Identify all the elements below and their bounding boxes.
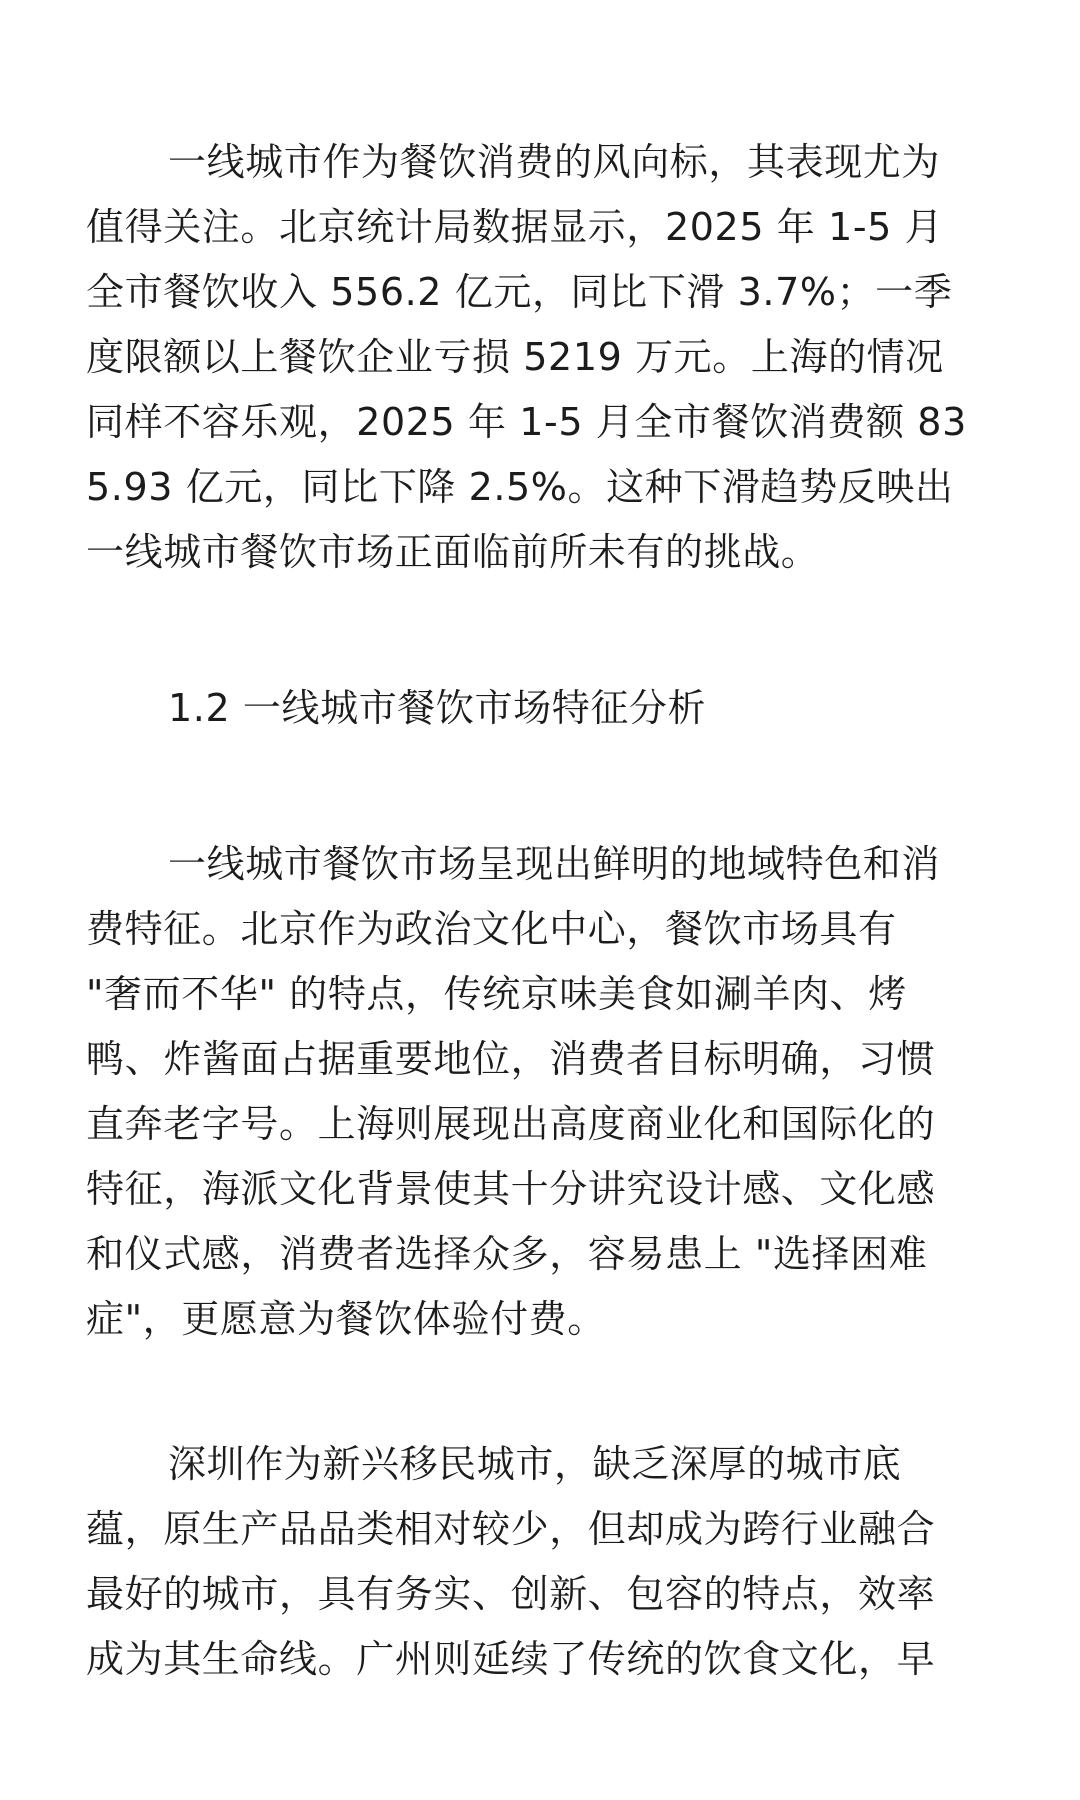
- paragraph-line: 同样不容乐观，2025 年 1-5 月全市餐饮消费额 83: [86, 400, 967, 444]
- paragraph-line: 一线城市餐饮市场呈现出鲜明的地域特色和消: [168, 842, 941, 886]
- paragraph-1: [86, 130, 998, 585]
- paragraph-line: 特征，海派文化背景使其十分讲究设计感、文化感: [86, 1167, 936, 1211]
- paragraph-line: 一线城市作为餐饮消费的风向标，其表现尤为: [168, 140, 941, 184]
- paragraph-line: 值得关注。北京统计局数据显示，2025 年 1-5 月: [86, 205, 944, 249]
- paragraph-line: 深圳作为新兴移民城市，缺乏深厚的城市底: [168, 1442, 902, 1486]
- paragraph-3: [86, 1432, 998, 1692]
- paragraph-line: 5.93 亿元，同比下降 2.5%。这种下滑趋势反映出: [86, 465, 954, 509]
- paragraph-line: 全市餐饮收入 556.2 亿元，同比下滑 3.7%；一季: [86, 270, 953, 314]
- paragraph-line: 度限额以上餐饮企业亏损 5219 万元。上海的情况: [86, 335, 944, 379]
- paragraph-line: 成为其生命线。广州则延续了传统的饮食文化，早: [86, 1637, 936, 1681]
- article-body: [86, 130, 998, 1692]
- section-heading: 1.2 一线城市餐饮市场特征分析: [168, 686, 707, 730]
- paragraph-line: 和仪式感，消费者选择众多，容易患上 "选择困难: [86, 1232, 928, 1276]
- paragraph-line: 症"，更愿意为餐饮体验付费。: [86, 1297, 606, 1341]
- paragraph-line: 最好的城市，具有务实、创新、包容的特点，效率: [86, 1572, 936, 1616]
- paragraph-line: 鸭、炸酱面占据重要地位，消费者目标明确，习惯: [86, 1037, 936, 1081]
- paragraph-line: 蕴，原生产品品类相对较少，但却成为跨行业融合: [86, 1507, 936, 1551]
- paragraph-2: [86, 832, 998, 1352]
- paragraph-line: "奢而不华" 的特点，传统京味美食如涮羊肉、烤: [86, 972, 907, 1016]
- paragraph-line: 一线城市餐饮市场正面临前所未有的挑战。: [86, 530, 820, 574]
- paragraph-line: 直奔老字号。上海则展现出高度商业化和国际化的: [86, 1102, 936, 1146]
- paragraph-line: 费特征。北京作为政治文化中心，餐饮市场具有: [86, 907, 897, 951]
